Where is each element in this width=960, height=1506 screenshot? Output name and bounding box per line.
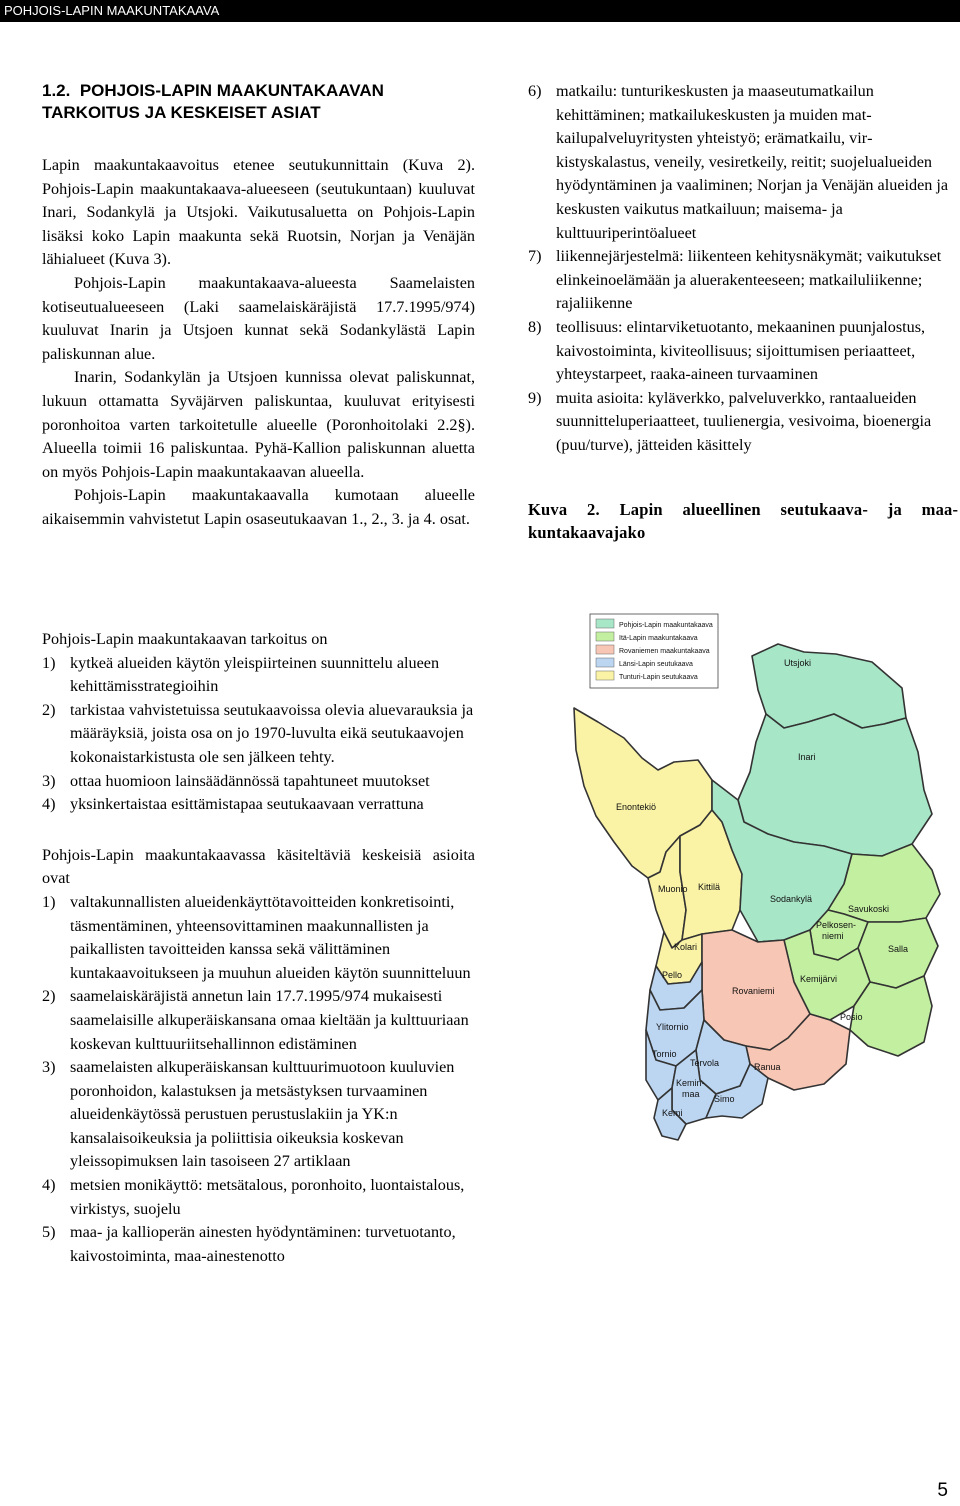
key-issues-list-part2 <box>528 80 958 458</box>
purpose-intro: Pohjois-Lapin maakuntakaavan tarkoitus on <box>42 630 328 648</box>
list-item-number: 5) <box>42 1223 56 1242</box>
region-label: Kemijärvi <box>800 974 838 984</box>
list-item-text: ottaa huomioon lainsäädännössä tapahtuneet muutokset <box>70 771 430 790</box>
region-label: Kemin- <box>676 1078 705 1088</box>
list-item <box>528 387 958 458</box>
region-label: Sodankylä <box>770 894 813 904</box>
list-item-text: kytkeä alueiden käytön yleispiirteinen suunnittelu alueen kehittämisstrategioihin <box>70 653 440 696</box>
list-item-number: 8) <box>528 317 542 336</box>
list-item <box>42 652 475 699</box>
region-label: Posio <box>840 1012 863 1022</box>
left-lower-column <box>42 628 475 1268</box>
legend-label: Länsi-Lapin seutukaava <box>619 661 693 668</box>
section-title-line2: TARKOITUS JA KESKEISET ASIAT <box>42 103 321 122</box>
list-item <box>528 80 958 245</box>
list-item-text: saamelaiskäräjistä annetun lain 17.7.1995/974 mukaisesti saamelaisille alkuperäiskansana omaa kieltään ja kulttuuriaan koskevan kulttuuriitsehallinnon edistäminen <box>70 987 469 1053</box>
legend-label: Tunturi-Lapin seutukaava <box>619 674 698 681</box>
key-issues-intro: Pohjois-Lapin maakuntakaavassa käsiteltäviä keskeisiä asioita ovat <box>42 845 475 888</box>
list-item-number: 2) <box>42 987 56 1006</box>
legend-label: Rovaniemen maakuntakaava <box>619 648 710 655</box>
legend-swatch <box>596 658 614 667</box>
list-item-text: tarkistaa vahvistetuissa seutukaavoissa olevia aluevarauksia ja määräyksiä, joista osa on jo 1970-luvulta eikä seutukaavojen kokonaistarkistusta ole sen jälkeen tehty. <box>70 700 474 766</box>
list-item <box>42 891 475 985</box>
region-label: Inari <box>798 752 816 762</box>
intro-paragraph-2: Pohjois-Lapin maakuntakaava-alueesta Saamelaisten kotiseutualueeseen (Laki saamelaiskäräjistä 17.7.1995/974) kuuluvat Inarin ja Utsjoen kunnat sekä Sodankylästä Lapin paliskunnan alue. <box>42 273 475 363</box>
list-item-number: 3) <box>42 1058 56 1077</box>
region-label: Simo <box>714 1094 735 1104</box>
list-item-number: 9) <box>528 388 542 407</box>
list-item <box>42 1174 475 1221</box>
list-item-text: saamelaisten alkuperäiskansan kulttuurimuotoon kuuluvien poronhoidon, kalastuksen ja metsästyksen turvaaminen alueidenkäytössä perustuen perustuslakiin ja YK:n kansalaisoikeuksia ja poliittisia oikeuksia koskevan yleissopimuksen lain tasoiseen 27 artiklaan <box>70 1058 455 1171</box>
list-item <box>42 985 475 1056</box>
legend-swatch <box>596 619 614 628</box>
page-number: 5 <box>937 1480 948 1501</box>
section-number: 1.2. <box>42 81 71 100</box>
list-item <box>528 316 958 387</box>
legend-label: Itä-Lapin maakuntakaava <box>619 635 698 642</box>
region-label: niemi <box>822 931 844 941</box>
region-label: Enontekiö <box>616 802 657 812</box>
left-column <box>42 80 475 532</box>
list-item-text: maa- ja kallioperän ainesten hyödyntäminen: turvetuotanto, kaivostoiminta, maa-ainestenotto <box>70 1223 456 1265</box>
region-label: Savukoski <box>848 904 890 914</box>
region-label: Ranua <box>754 1062 781 1072</box>
region-label: Muonio <box>658 884 688 894</box>
intro-paragraph-3: Inarin, Sodankylän ja Utsjoen kunnissa olevat paliskunnat, lukuun ottamatta Syväjärven paliskuntaa, kuuluvat erityisesti poronhoitoa varten tarkoitetulle alueelle (Poronhoitolaki 2.2§). Alueella toimii 16 paliskuntaa. Pyhä-Kallion paliskunnan aluetta on myös Pohjois-Lapin maakuntakaavan alueella. <box>42 368 475 481</box>
map-svg <box>572 610 958 1184</box>
list-item-text: metsien monikäyttö: metsätalous, poronhoito, luontaistalous, virkistys, suojelu <box>70 1176 465 1218</box>
region-label: Tervola <box>690 1058 720 1068</box>
region-label: maa <box>682 1089 700 1099</box>
section-title-line1: POHJOIS-LAPIN MAAKUNTAKAAVAN <box>79 81 384 100</box>
section-heading-line1 <box>42 80 475 102</box>
list-item-number: 6) <box>528 82 542 100</box>
map-legend <box>590 614 718 688</box>
legend-swatch <box>596 671 614 680</box>
region-label: Pello <box>662 970 683 980</box>
list-item <box>42 1056 475 1174</box>
list-item-number: 3) <box>42 771 56 790</box>
list-item <box>42 1221 475 1268</box>
list-item-number: 7) <box>528 247 542 266</box>
key-issues-list-part1 <box>42 891 475 1269</box>
list-item-number: 4) <box>42 1176 56 1195</box>
list-item-text: yksinkertaistaa esittämistapaa seutukaavaan verrattuna <box>70 795 424 814</box>
list-item <box>42 770 475 794</box>
purpose-list <box>42 652 475 817</box>
region-label: Rovaniemi <box>732 986 775 996</box>
list-item-text: muita asioita: kyläverkko, palveluverkko, rantaalueiden suunnitteluperiaatteet, tuulienergia, vesivoima, bioenergia (puu/turve), jätteiden käsittely <box>556 388 932 454</box>
list-item <box>42 699 475 770</box>
region-label: Ylitornio <box>656 1022 689 1032</box>
right-column <box>528 80 958 544</box>
legend-label: Pohjois-Lapin maakuntakaava <box>619 622 713 629</box>
list-item-number: 1) <box>42 892 56 911</box>
intro-paragraph-4: Pohjois-Lapin maakuntakaavalla kumotaan alueelle aikaisemmin vahvistetut Lapin osaseutukaavan 1., 2., 3. ja 4. osat. <box>42 486 475 528</box>
region-label: Salla <box>888 944 909 954</box>
list-item-text: valtakunnallisten alueidenkäyttötavoitteiden konkretisointi, täsmentäminen, yhteensovittaminen maakunnallisten ja paikallisten tavoitteiden kanssa sekä välittäminen kuntakaavoitukseen ja muuhun alueiden käytön suunnitteluun <box>70 892 471 982</box>
region-label: Kittilä <box>698 882 721 892</box>
lapland-planning-map <box>572 610 958 1184</box>
region-label: Pelkosen- <box>816 920 857 930</box>
region-label: Utsjoki <box>784 658 812 668</box>
intro-paragraph-1: Lapin maakuntakaavoitus etenee seutukunnittain (Kuva 2). Pohjois-Lapin maakuntakaava-alueeseen (seutukuntaan) kuuluvat Inari, Sodankylä ja Utsjoki. Vaikutusaluetta on Pohjois-Lapin lisäksi koko Lapin maakunta sekä Ruotsin, Norjan ja Venäjän lähialueet (Kuva 3). <box>42 156 475 269</box>
region-label: Kemi <box>662 1108 683 1118</box>
figure-caption: Kuva 2. Lapin alueellinen seutukaava- ja maakuntakaavajako <box>528 499 958 542</box>
list-item-text: liikennejärjestelmä: liikenteen kehitysnäkymät; vaikutukset elinkeinoelämään ja aluerakenteeseen; matkailuliikenne; rajaliikenne <box>556 247 942 313</box>
region-label: Tornio <box>652 1049 677 1059</box>
legend-swatch <box>596 645 614 654</box>
list-item-number: 4) <box>42 795 56 814</box>
section-heading <box>42 80 475 124</box>
list-item-text: matkailu: tunturikeskusten ja maaseutumatkailun kehittäminen; matkailukeskusten ja muiden matkailupalveluyritysten yhteistyö; erämatkailu, virkistyskalastus, veneily, vesiretkeily, reitit; suojelualueiden hyödyntäminen ja vaaliminen; Norjan ja Venäjän alueiden ja keskusten vaikutus matkailuun; maisema- ja kulttuuriperintöalueet <box>556 82 949 242</box>
list-item-number: 1) <box>42 653 56 672</box>
legend-swatch <box>596 632 614 641</box>
running-header: POHJOIS-LAPIN MAAKUNTAKAAVA <box>0 0 960 22</box>
list-item <box>42 793 475 817</box>
list-item-number: 2) <box>42 700 56 719</box>
list-item <box>528 245 958 316</box>
list-item-text: teollisuus: elintarviketuotanto, mekaaninen puunjalostus, kaivostoiminta, kiviteollisuus; sijoittumisen periaatteet, yhteystarpeet, raaka-aineen turvaaminen <box>556 317 926 384</box>
region-label: Kolari <box>674 942 698 952</box>
